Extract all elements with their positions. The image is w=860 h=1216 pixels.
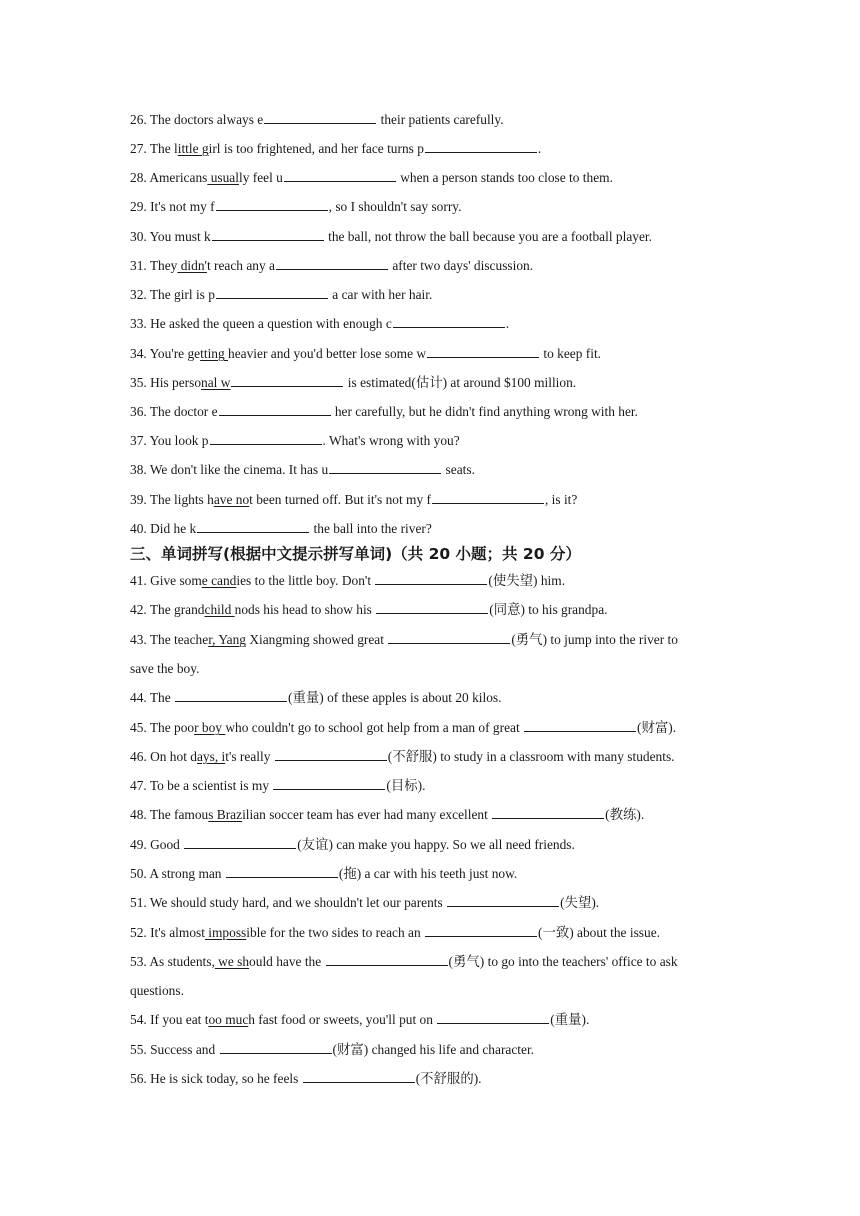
question-55: 55. Success and (财富) changed his life and character.	[130, 1042, 535, 1057]
answer-blank[interactable]	[226, 866, 338, 878]
answer-blank[interactable]	[375, 573, 487, 585]
question-36: 36. The doctor e her carefully, but he didn't find anything wrong with her.	[130, 404, 638, 419]
answer-blank[interactable]	[425, 925, 537, 937]
question-30: 30. You must k the ball, not throw the ball because you are a football player.	[130, 229, 652, 244]
question-53-continued: questions.	[130, 983, 184, 998]
answer-blank[interactable]	[276, 258, 388, 270]
question-40: 40. Did he k the ball into the river?	[130, 521, 432, 536]
answer-blank[interactable]	[303, 1071, 415, 1083]
question-41: 41. Give some candies to the little boy. Don't (使失望) him.	[130, 573, 566, 588]
answer-blank[interactable]	[437, 1012, 549, 1024]
question-51: 51. We should study hard, and we shouldn't let our parents (失望).	[130, 895, 600, 910]
answer-blank[interactable]	[492, 807, 604, 819]
question-43: 43. The teacher, Yang Xiangming showed great (勇气) to jump into the river to	[130, 632, 678, 647]
answer-blank[interactable]	[216, 199, 328, 211]
answer-blank[interactable]	[427, 346, 539, 358]
answer-blank[interactable]	[275, 749, 387, 761]
question-37: 37. You look p . What's wrong with you?	[130, 433, 460, 448]
answer-blank[interactable]	[210, 433, 322, 445]
question-42: 42. The grandchild nods his head to show his (同意) to his grandpa.	[130, 602, 608, 617]
question-46: 46. On hot days, it's really (不舒服) to study in a classroom with many students.	[130, 749, 675, 764]
answer-blank[interactable]	[524, 720, 636, 732]
question-49: 49. Good (友谊) can make you happy. So we all need friends.	[130, 837, 575, 852]
question-48: 48. The famous Brazilian soccer team has ever had many excellent (教练).	[130, 807, 645, 822]
section-heading: 三、单词拼写(根据中文提示拼写单词)（共 20 小题；共 20 分）	[130, 545, 581, 563]
answer-blank[interactable]	[376, 602, 488, 614]
answer-blank[interactable]	[175, 690, 287, 702]
answer-blank[interactable]	[220, 1042, 332, 1054]
question-52: 52. It's almost impossible for the two sides to reach an (一致) about the issue.	[130, 925, 660, 940]
answer-blank[interactable]	[393, 316, 505, 328]
answer-blank[interactable]	[184, 837, 296, 849]
answer-blank[interactable]	[212, 229, 324, 241]
answer-blank[interactable]	[447, 895, 559, 907]
question-31: 31. They didn't reach any a after two days' discussion.	[130, 258, 534, 273]
question-34: 34. You're getting heavier and you'd better lose some w to keep fit.	[130, 346, 602, 361]
question-38: 38. We don't like the cinema. It has u seats.	[130, 462, 475, 477]
question-32: 32. The girl is p a car with her hair.	[130, 287, 433, 302]
question-33: 33. He asked the queen a question with enough c .	[130, 316, 510, 331]
question-50: 50. A strong man (拖) a car with his teeth just now.	[130, 866, 518, 881]
question-35: 35. His personal w is estimated(估计) at around $100 million.	[130, 375, 577, 390]
answer-blank[interactable]	[216, 287, 328, 299]
answer-blank[interactable]	[231, 375, 343, 387]
question-27: 27. The little girl is too frightened, and her face turns p .	[130, 141, 542, 156]
answer-blank[interactable]	[326, 954, 448, 966]
answer-blank[interactable]	[432, 492, 544, 504]
question-44: 44. The (重量) of these apples is about 20 kilos.	[130, 690, 502, 705]
answer-blank[interactable]	[197, 521, 309, 533]
question-45: 45. The poor boy who couldn't go to school got help from a man of great (财富).	[130, 720, 677, 735]
question-54: 54. If you eat too much fast food or sweets, you'll put on (重量).	[130, 1012, 590, 1027]
question-29: 29. It's not my f , so I shouldn't say sorry.	[130, 199, 462, 214]
answer-blank[interactable]	[425, 141, 537, 153]
question-26: 26. The doctors always e their patients carefully.	[130, 112, 504, 127]
question-47: 47. To be a scientist is my (目标).	[130, 778, 426, 793]
answer-blank[interactable]	[273, 778, 385, 790]
question-56: 56. He is sick today, so he feels (不舒服的).	[130, 1071, 482, 1086]
question-39: 39. The lights have not been turned off. But it's not my f , is it?	[130, 492, 578, 507]
answer-blank[interactable]	[388, 632, 510, 644]
question-53: 53. As students, we should have the (勇气) to go into the teachers' office to ask	[130, 954, 678, 969]
answer-blank[interactable]	[329, 462, 441, 474]
answer-blank[interactable]	[284, 170, 396, 182]
answer-blank[interactable]	[264, 112, 376, 124]
question-43-continued: save the boy.	[130, 661, 200, 676]
question-28: 28. Americans usually feel u when a person stands too close to them.	[130, 170, 613, 185]
answer-blank[interactable]	[219, 404, 331, 416]
